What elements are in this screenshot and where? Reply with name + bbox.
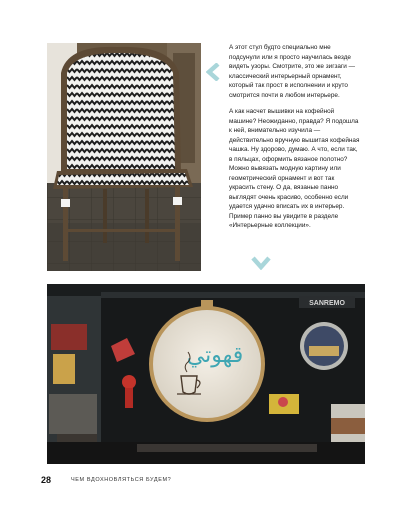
chair-photo — [47, 43, 201, 271]
coffee-machine-photo — [47, 284, 365, 464]
running-title: ЧЕМ ВДОХНОВЛЯТЬСЯ БУДЕМ? — [71, 477, 172, 483]
article-text — [229, 43, 361, 238]
chevron-down-icon — [251, 256, 271, 270]
paragraph-chair: А этот стул будто специально мне подсунули или я просто научилась везде видеть узоры. Смотрите, это же зигзаги — классический интерьерный орнамент, который так прост в исполнении и круто смотрится почти в любом интерьере. — [229, 44, 356, 99]
chevron-left-icon — [206, 63, 222, 81]
page-number: 28 — [41, 475, 52, 485]
page-footer — [41, 473, 371, 487]
embroidered-arabic-text: قهوتي — [186, 343, 244, 368]
machine-brand-label: SANREMO — [309, 300, 345, 307]
paragraph-embroidery: А как насчет вышивки на кофейной машине? Неожиданно, правда? Я подошла к ней, внимательно изучила — действительно вручную вышитая кофейная чашка. Ну здорово, думаю. А что, если так, в пяльцах, оформить вязаное полотно? Можно вывязать модную картину или геометрический орнамент и вот так украсить стену. О да, вязаные панно выглядят очень красиво, особенно если удается удачно вписать их в интерьер. Пример панно вы увидите в разделе «Интерьерные коллекции». — [229, 108, 360, 229]
